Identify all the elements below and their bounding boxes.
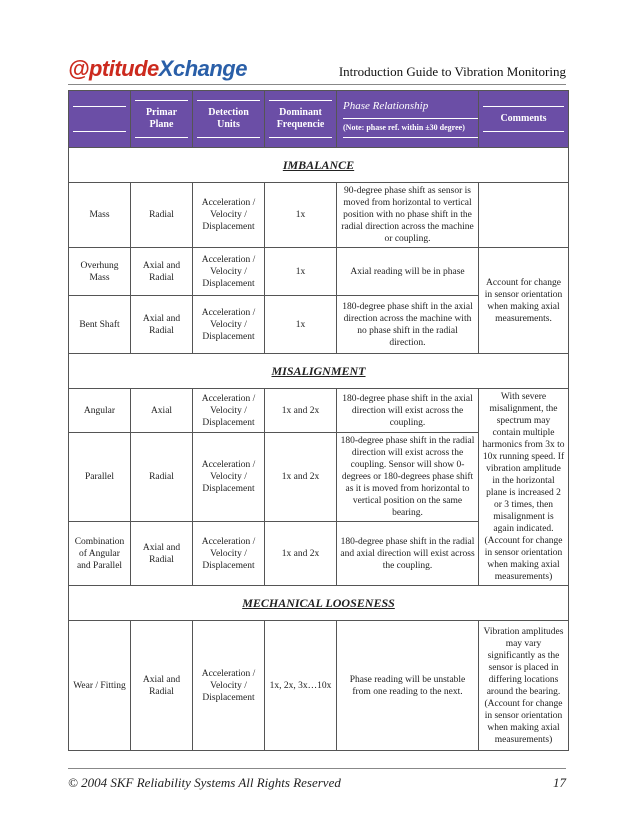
document-title: Introduction Guide to Vibration Monitoring — [338, 64, 566, 79]
problem-cell: Angular — [69, 389, 131, 433]
frequency-cell: 1x — [265, 248, 337, 296]
col-frequency: Dominant Frequencie — [265, 91, 337, 148]
comment-cell — [479, 183, 569, 248]
plane-cell: Axial and Radial — [131, 248, 193, 296]
units-cell: Acceleration / Velocity / Displacement — [193, 183, 265, 248]
col-phase — [337, 91, 479, 148]
comment-cell: Account for change in sensor orientation when making axial measurements. — [479, 248, 569, 354]
units-cell: Acceleration / Velocity / Displacement — [193, 389, 265, 433]
plane-cell: Axial and Radial — [131, 621, 193, 751]
comment-cell: With severe misalignment, the spectrum may contain multiple harmonics from 3x to 10x running speed. If vibration amplitude in the horizontal plane is increased 2 or 3 times, then misalignment is again indicated. (Account for change in sensor orientation when making axial measurements) — [479, 389, 569, 586]
frequency-cell: 1x and 2x — [265, 522, 337, 586]
vibration-table — [68, 90, 569, 751]
problem-cell: Combination of Angular and Parallel — [69, 522, 131, 586]
aptitude-xchange-logo — [68, 56, 247, 82]
phase-cell: 180-degree phase shift in the radial direction will exist across the coupling. Sensor will show 0-degrees or 180-degrees phase shift as it is moved from horizontal to vertical position on the same bearing. — [337, 433, 479, 522]
col-plane: Primar Plane — [131, 91, 193, 148]
units-cell: Acceleration / Velocity / Displacement — [193, 621, 265, 751]
section-header-row — [69, 354, 569, 389]
phase-cell: 180-degree phase shift in the axial direction across the machine with no phase shift in the radial direction. — [337, 296, 479, 354]
units-cell: Acceleration / Velocity / Displacement — [193, 522, 265, 586]
plane-cell: Axial and Radial — [131, 522, 193, 586]
section-header-row — [69, 148, 569, 183]
units-cell: Acceleration / Velocity / Displacement — [193, 433, 265, 522]
phase-title: Phase Relationship — [343, 100, 429, 112]
problem-cell: Bent Shaft — [69, 296, 131, 354]
phase-cell: 180-degree phase shift in the axial direction will exist across the coupling. — [337, 389, 479, 433]
phase-cell: Phase reading will be unstable from one reading to the next. — [337, 621, 479, 751]
table-row — [69, 389, 569, 433]
table-row — [69, 248, 569, 296]
col-comments: Comments — [479, 91, 569, 148]
units-cell: Acceleration / Velocity / Displacement — [193, 248, 265, 296]
phase-note: (Note: phase ref. within ±30 degree) — [343, 118, 478, 138]
phase-cell: Axial reading will be in phase — [337, 248, 479, 296]
problem-cell: Mass — [69, 183, 131, 248]
problem-cell: Overhung Mass — [69, 248, 131, 296]
copyright-text: © 2004 SKF Reliability Systems All Rights Reserved — [68, 775, 341, 790]
plane-cell: Radial — [131, 433, 193, 522]
comment-cell: Vibration amplitudes may vary significantly as the sensor is placed in differing locations around the bearing. (Account for change in sensor orientation when making axial measurements) — [479, 621, 569, 751]
page-number: 17 — [553, 775, 566, 790]
problem-cell: Parallel — [69, 433, 131, 522]
table-row — [69, 621, 569, 751]
section-title: MISALIGNMENT — [69, 354, 569, 389]
plane-cell: Radial — [131, 183, 193, 248]
problem-cell: Wear / Fitting — [69, 621, 131, 751]
logo-part1: @ptitude — [68, 56, 159, 81]
footer-rule — [68, 768, 566, 769]
logo-part2: Xchange — [158, 56, 247, 81]
phase-cell: 180-degree phase shift in the radial and axial direction will exist across the coupling. — [337, 522, 479, 586]
section-title: MECHANICAL LOOSENESS — [69, 586, 569, 621]
frequency-cell: 1x and 2x — [265, 389, 337, 433]
phase-cell: 90-degree phase shift as sensor is moved from horizontal to vertical position with no phase shift in the radial direction across the machine or coupling. — [337, 183, 479, 248]
col-problem — [69, 91, 131, 148]
frequency-cell: 1x and 2x — [265, 433, 337, 522]
table-row — [69, 183, 569, 248]
frequency-cell: 1x — [265, 296, 337, 354]
frequency-cell: 1x, 2x, 3x…10x — [265, 621, 337, 751]
frequency-cell: 1x — [265, 183, 337, 248]
header-rule — [68, 84, 566, 85]
col-units: Detection Units — [193, 91, 265, 148]
section-title: IMBALANCE — [69, 148, 569, 183]
section-header-row — [69, 586, 569, 621]
table-header-row — [69, 91, 569, 148]
plane-cell: Axial — [131, 389, 193, 433]
plane-cell: Axial and Radial — [131, 296, 193, 354]
units-cell: Acceleration / Velocity / Displacement — [193, 296, 265, 354]
